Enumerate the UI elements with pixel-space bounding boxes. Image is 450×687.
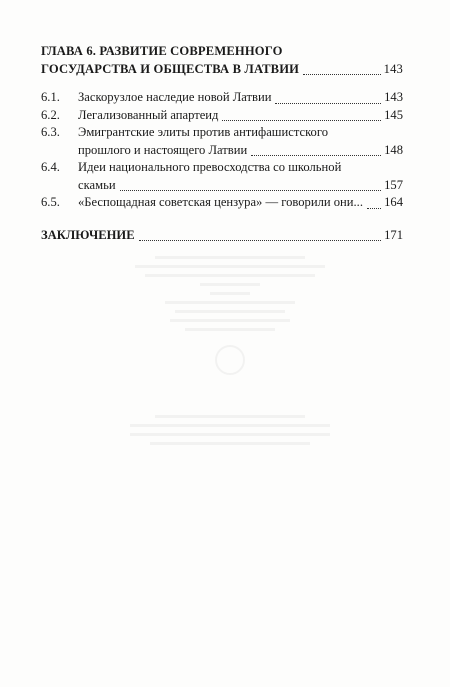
section-title-line2: скамьи — [78, 177, 116, 192]
section-title-line1: Идеи национального превосходства со школьной — [78, 160, 342, 174]
section-title: Легализованный апартеид — [78, 107, 219, 122]
toc-entry — [41, 159, 403, 194]
section-page-number: 164 — [384, 195, 403, 209]
conclusion-entry — [41, 227, 403, 245]
section-page-number: 143 — [384, 90, 403, 104]
chapter-title-line1: ГЛАВА 6. РАЗВИТИЕ СОВРЕМЕННОГО — [41, 44, 283, 58]
toc-entry — [41, 107, 403, 125]
dot-leader — [367, 207, 381, 209]
table-of-contents — [41, 43, 403, 244]
section-number: 6.3. — [41, 125, 60, 139]
conclusion-page-number: 171 — [384, 227, 403, 242]
section-page-number: 148 — [384, 142, 403, 157]
dot-leader — [275, 102, 381, 104]
section-number: 6.4. — [41, 160, 60, 174]
dot-leader — [303, 73, 381, 75]
section-number: 6.5. — [41, 195, 60, 209]
toc-entry — [41, 124, 403, 159]
chapter-page-number: 143 — [383, 61, 403, 76]
section-list — [41, 89, 403, 212]
section-number: 6.2. — [41, 107, 60, 122]
chapter-heading — [41, 43, 403, 78]
section-number: 6.1. — [41, 90, 60, 104]
dot-leader — [120, 189, 382, 191]
section-title-line2: прошлого и настоящего Латвии — [78, 142, 248, 157]
section-page-number: 157 — [384, 177, 403, 192]
toc-entry — [41, 89, 403, 107]
section-title: «Беспощадная советская цензура» — говорили они... — [78, 195, 363, 209]
toc-entry — [41, 194, 403, 212]
section-title-line1: Эмигрантские элиты против антифашистского — [78, 125, 328, 139]
section-page-number: 145 — [384, 107, 403, 122]
show-through-bleed — [120, 250, 340, 580]
dot-leader — [139, 239, 382, 241]
chapter-title-line2: ГОСУДАРСТВА И ОБЩЕСТВА В ЛАТВИИ — [41, 61, 300, 76]
dot-leader — [222, 119, 381, 121]
dot-leader — [251, 154, 381, 156]
section-title: Заскорузлое наследие новой Латвии — [78, 90, 272, 104]
conclusion-title: ЗАКЛЮЧЕНИЕ — [41, 227, 135, 242]
